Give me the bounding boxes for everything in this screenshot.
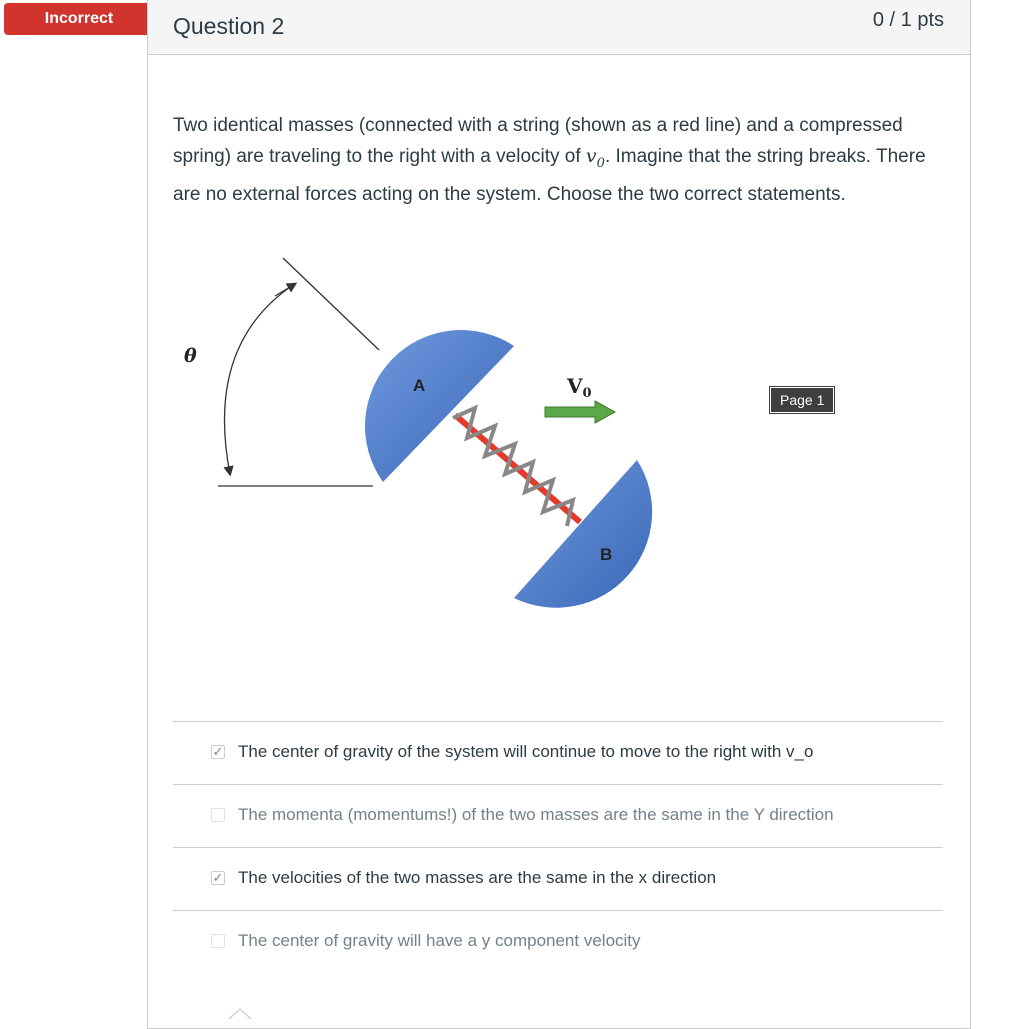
answer-list xyxy=(173,721,943,973)
mass-b-label: B xyxy=(600,545,613,564)
answer-option-1[interactable] xyxy=(173,721,943,784)
checkbox-checked-icon[interactable]: ✓ xyxy=(212,870,224,885)
answer-label: The velocities of the two masses are the same in the x direction xyxy=(238,868,717,887)
question-title: Question 2 xyxy=(173,13,285,39)
answer-label: The momenta (momentums!) of the two masses are the same in the Y direction xyxy=(238,805,834,824)
velocity-subscript: 0 xyxy=(596,155,605,171)
question-text xyxy=(173,110,938,210)
velocity-label-v: V xyxy=(567,374,583,398)
velocity-arrow xyxy=(545,401,615,423)
caret-up-icon xyxy=(228,1008,252,1020)
incorrect-badge-label: Incorrect xyxy=(4,3,154,35)
physics-diagram xyxy=(175,250,875,630)
theta-label: θ xyxy=(184,345,197,367)
answer-option-4[interactable] xyxy=(173,910,943,973)
mass-a xyxy=(365,330,514,482)
answer-label: The center of gravity of the system will continue to move to the right with v_o xyxy=(238,742,814,761)
checkbox-empty-icon[interactable] xyxy=(211,808,225,822)
page-tag: Page 1 xyxy=(770,387,834,413)
question-text-before: Two identical masses (connected with a string (shown as a red line) and a compressed spring) are traveling to the right with a velocity of xyxy=(173,115,903,167)
incorrect-badge xyxy=(4,3,170,35)
mass-a-label: A xyxy=(413,376,426,395)
velocity-label xyxy=(566,374,592,401)
question-header xyxy=(148,0,970,55)
question-points: 0 / 1 pts xyxy=(872,9,944,31)
answer-label: The center of gravity will have a y component velocity xyxy=(238,931,641,950)
checkbox-checked-icon[interactable]: ✓ xyxy=(212,744,224,759)
angle-arc-top-arrow xyxy=(275,284,295,296)
answer-option-2[interactable] xyxy=(173,784,943,847)
reference-line-angled xyxy=(283,258,379,350)
question-text-after: . Imagine that the string breaks. There are no external forces acting on the system. Choose the two correct statements. xyxy=(173,146,926,205)
checkbox-empty-icon[interactable] xyxy=(211,934,225,948)
answer-option-3[interactable] xyxy=(173,847,943,910)
angle-arc xyxy=(224,285,293,474)
velocity-symbol: v xyxy=(585,145,597,167)
velocity-label-sub: 0 xyxy=(582,386,592,401)
